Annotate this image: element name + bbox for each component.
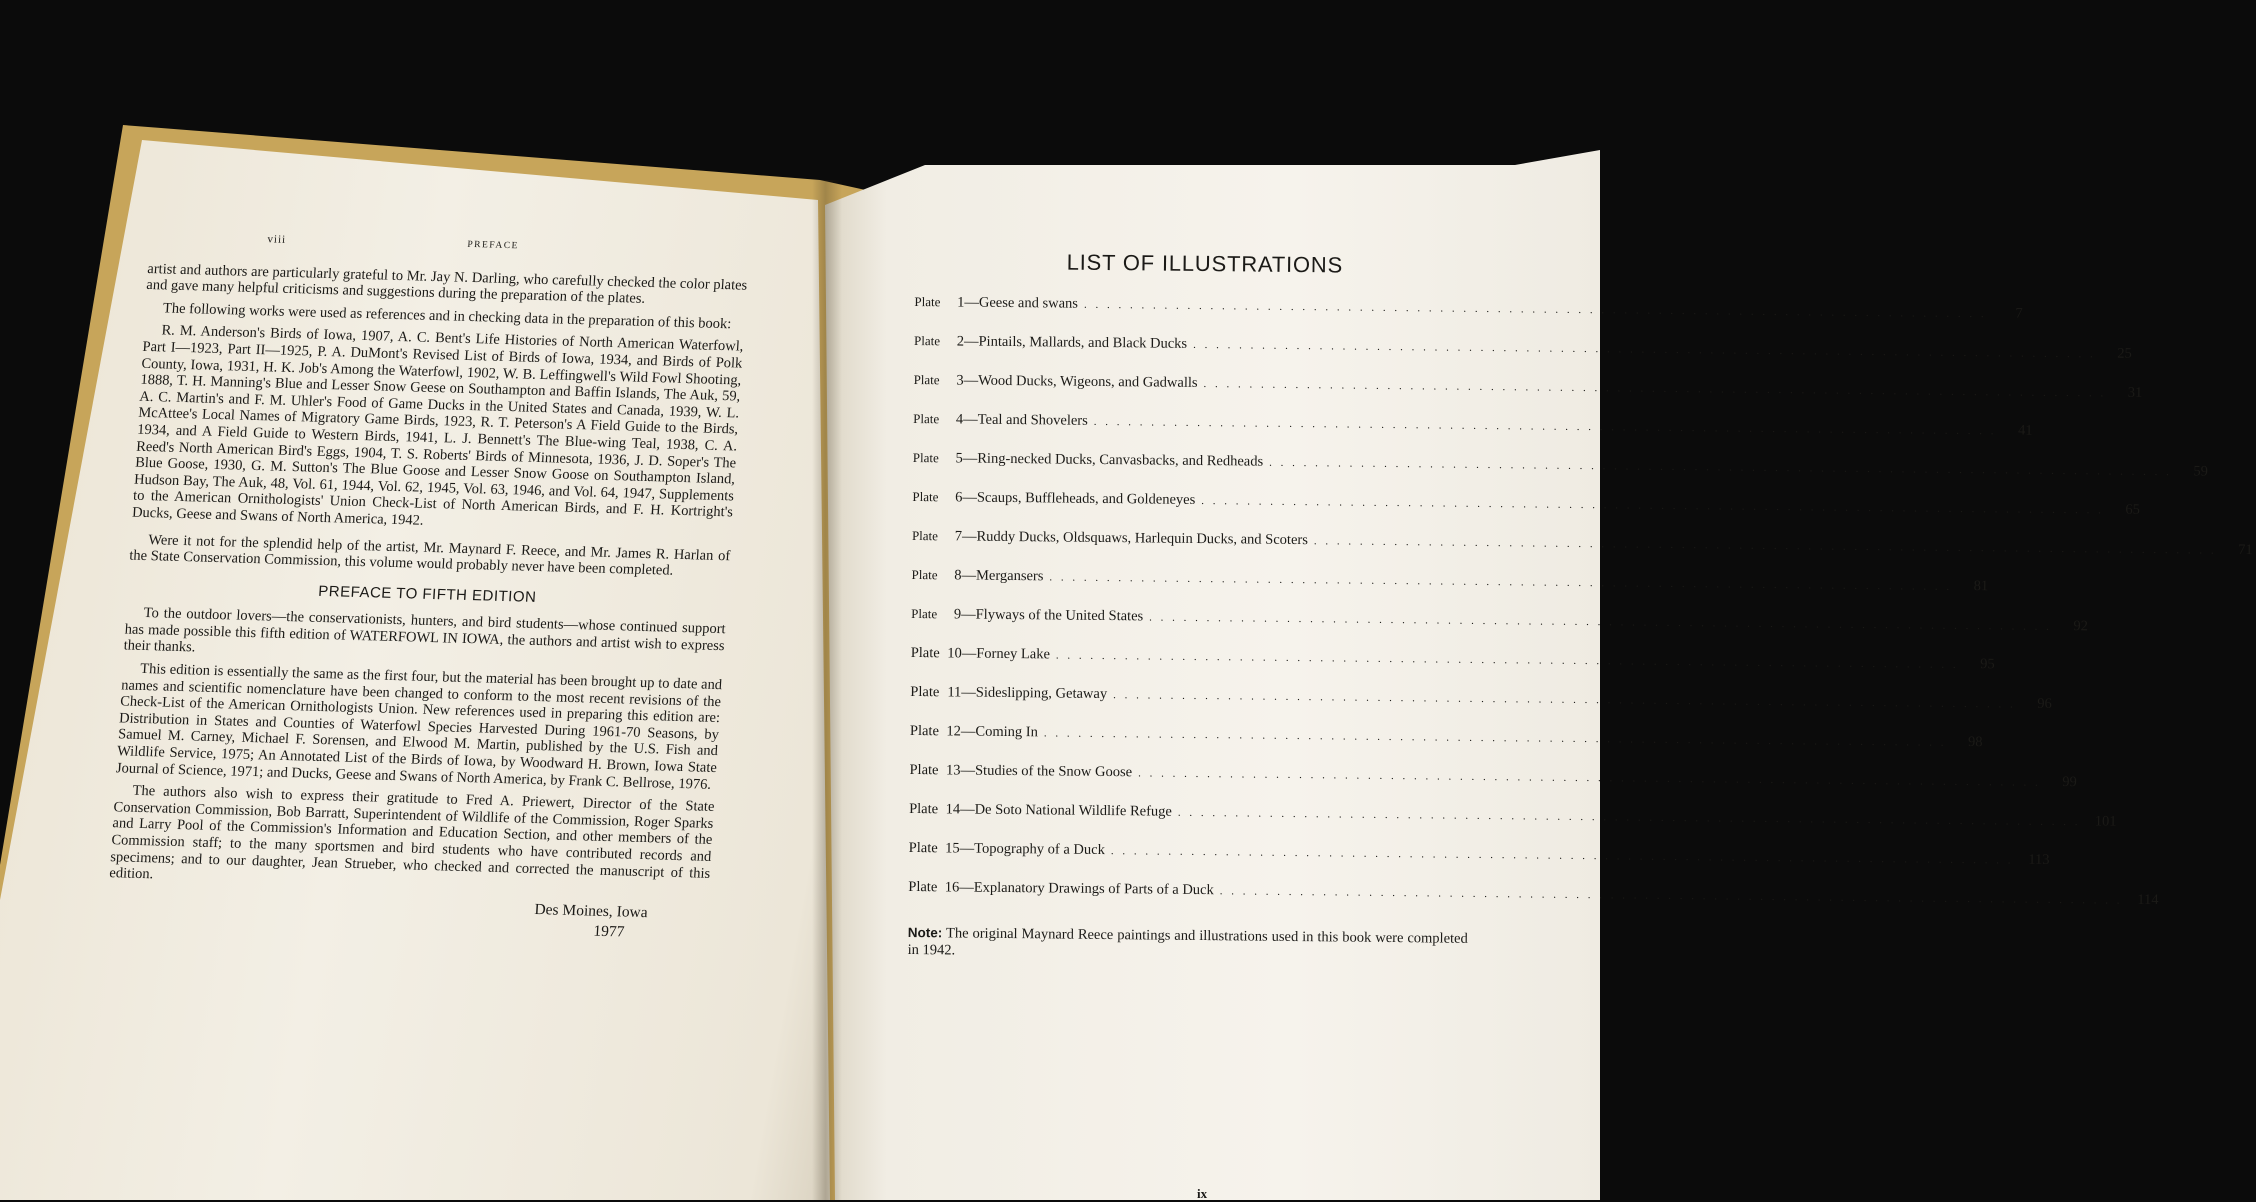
plate-title: Pintails, Mallards, and Black Ducks	[978, 333, 1188, 352]
plate-row	[914, 293, 2023, 339]
plate-label: Plate	[911, 566, 938, 583]
plate-title: Wood Ducks, Wigeons, and Gadwalls	[978, 372, 1198, 391]
plate-page-number: 7	[2015, 305, 2023, 322]
plate-title: Studies of the Snow Goose	[974, 762, 1133, 781]
plate-dash: —	[961, 684, 976, 701]
plate-row	[908, 878, 2159, 924]
plate-page-number: 92	[2073, 618, 2088, 635]
plate-page-number: 95	[1980, 656, 1995, 673]
plate-dash: —	[962, 450, 978, 467]
leader-dots: . . . . . . . . . . . . . . . . . . . . . . . . . . . . . . . . . . . . . . . . . . . . . . . . . . . . . . . . . . . . . . . . . . . . . . . . . . . . . . .	[1049, 571, 1953, 593]
leader-dots: . . . . . . . . . . . . . . . . . . . . . . . . . . . . . . . . . . . . . . . . . . . . . . . . . . . . . . . . . . . . . . . . . . . . . . . . . . . . . . .	[1110, 845, 2014, 867]
right-page-text	[907, 248, 2253, 965]
leader-dots: . . . . . . . . . . . . . . . . . . . . . . . . . . . . . . . . . . . . . . . . . . . . . . . . . . . . . . . . . . . . . . . . . . . . . . . . . . . . . . .	[1083, 298, 1987, 321]
note	[908, 924, 1468, 965]
plate-row	[911, 605, 2088, 651]
plate-number: 1	[957, 294, 965, 311]
plate-number: 8	[954, 567, 962, 584]
plate-label: Plate	[914, 293, 941, 310]
plate-label: Plate	[908, 878, 938, 896]
plate-page-number: 113	[2028, 851, 2050, 868]
plate-dash: —	[963, 411, 978, 428]
plate-dash: —	[963, 333, 979, 350]
signature-year: 1977	[592, 922, 625, 941]
plate-label: Plate	[913, 410, 940, 427]
references-paragraph: R. M. Anderson's Birds of Iowa, 1907, A. C. Bent's Life Histories of North American Waterfowl, Part I—1923, Part II—1925, P. A. DuMont's Revised List of Birds of Iowa, 1934, and Birds of Polk County, Iowa, 1931, H. K. Job's Among the Waterfowl, 1902, W. B. Leffingwell's Wild Fowl Shooting, 1888, T. H. Manning's Blue and Lesser Snow Geese on Southampton and Baffin Islands, The Auk, 59, A. C. Martin's and F. M. Uhler's Food of Game Ducks in the United States and Canada, 1939, W. L. McAttee's Local Names of Migratory Game Birds, 1923, R. T. Peterson's A Field Guide to the Birds, 1934, and A Field Guide to Western Birds, 1941, L. J. Bennett's The Blue-wing Teal, 1938, C. A. Reed's North American Bird's Eggs, 1904, T. S. Roberts' Birds of Minnesota, 1936, J. D. Soper's The Blue Goose, 1930, G. M. Sutton's The Blue Goose and Lesser Snow Goose on Southampton Island, Hudson Bay, The Auk, 48, Vol. 61, 1944, Vol. 62, 1945, Vol. 63, 1946, and Vol. 64, 1947, Supplements to the American Ornithologists' Union Check-List of North American Birds, and F. H. Kortright's Ducks, Geese and Swans of North America, 1942.	[131, 322, 744, 529]
plate-label: Plate	[909, 722, 940, 740]
plate-title: Ring-necked Ducks, Canvasbacks, and Redheads	[977, 450, 1264, 470]
plate-number: 9	[953, 606, 962, 623]
plate-dash: —	[959, 879, 974, 896]
leader-dots: . . . . . . . . . . . . . . . . . . . . . . . . . . . . . . . . . . . . . . . . . . . . . . . . . . . . . . . . . . . . . . . . . . . . . . . . . . . . . . .	[1055, 649, 1959, 671]
plate-label: Plate	[910, 683, 940, 701]
left-page-text	[106, 228, 750, 945]
plate-title: Flyways of the United States	[975, 606, 1144, 625]
right-page-number: ix	[1197, 1186, 1208, 1201]
plate-number: 15	[945, 840, 960, 857]
leader-dots: . . . . . . . . . . . . . . . . . . . . . . . . . . . . . . . . . . . . . . . . . . . . . . . . . . . . . . . . . . . . . . . . . . . . . . . . . . . . . . .	[1203, 378, 2107, 400]
plate-number: 11	[947, 684, 962, 701]
plate-title: Mergansers	[975, 567, 1044, 585]
fifth-edition-paragraph-3: The authors also wish to express their gratitude to Fred A. Priewert, Director of the State Conservation Commission, Bob Barratt, Superintendent of Wildlife of the Commission, Roger Sparks and Larry Pool of the Commission's Information and Education Section, and other members of the Commission staff; to the many sportsmen and bird students who have contributed records and specimens; and to our daughter, Jean Strueber, who checked and corrected the manuscript of this edition.	[108, 782, 715, 883]
plate-dash: —	[963, 372, 979, 389]
book-gutter	[812, 180, 842, 1200]
leader-dots: . . . . . . . . . . . . . . . . . . . . . . . . . . . . . . . . . . . . . . . . . . . . . . . . . . . . . . . . . . . . . . . . . . . . . . . . . . . . . . .	[1313, 535, 2217, 557]
note-text: The original Maynard Reece paintings and illustrations used in this book were completed in 1942.	[907, 925, 1468, 959]
plate-label: Plate	[911, 527, 939, 544]
fifth-edition-heading: PREFACE TO FIFTH EDITION	[317, 582, 537, 606]
plate-title: Topography of a Duck	[974, 840, 1105, 859]
plate-number: 13	[945, 762, 961, 779]
plate-page-number: 65	[2125, 501, 2141, 518]
plate-dash: —	[962, 489, 977, 506]
plate-dash: —	[960, 762, 976, 779]
plate-row	[913, 332, 2132, 378]
fifth-edition-paragraph-1: To the outdoor lovers—the conservationists, hunters, and bird students—whose continued support has made possible this fifth edition of WATERFOWL IN IOWA, the authors and artist wish to express their thanks.	[123, 605, 727, 656]
preface-paragraph-3: Were it not for the splendid help of the artist, Mr. Maynard F. Reece, and Mr. James R. Harlan of the State Conservation Commission, this volume would probably never have been completed.	[128, 531, 731, 579]
plate-page-number: 96	[2037, 695, 2052, 712]
plate-dash: —	[961, 567, 977, 584]
plate-number: 6	[955, 489, 963, 506]
plate-title: Explanatory Drawings of Parts of a Duck	[973, 879, 1214, 899]
note-label: Note:	[907, 924, 943, 941]
leader-dots: . . . . . . . . . . . . . . . . . . . . . . . . . . . . . . . . . . . . . . . . . . . . . . . . . . . . . . . . . . . . . . . . . . . . . . . . . . . . . . .	[1138, 767, 2041, 789]
leader-dots: . . . . . . . . . . . . . . . . . . . . . . . . . . . . . . . . . . . . . . . . . . . . . . . . . . . . . . . . . . . . . . . . . . . . . . . . . . . . . . .	[1193, 338, 2096, 361]
plate-page-number: 31	[2127, 384, 2143, 401]
plate-page-number: 71	[2238, 541, 2253, 559]
plate-title: Sideslipping, Getaway	[975, 684, 1108, 703]
leader-dots: . . . . . . . . . . . . . . . . . . . . . . . . . . . . . . . . . . . . . . . . . . . . . . . . . . . . . . . . . . . . . . . . . . . . . . . . . . . . . . .	[1201, 495, 2105, 517]
plate-number: 12	[946, 723, 962, 740]
plate-page-number: 25	[2117, 345, 2132, 362]
plate-row	[913, 371, 2143, 417]
plate-row	[911, 566, 1989, 612]
plate-dash: —	[959, 840, 975, 857]
plate-row	[909, 722, 1983, 768]
plate-row	[909, 761, 2077, 807]
plate-page-number: 81	[1973, 578, 1989, 595]
plate-page-number: 99	[2062, 774, 2077, 791]
leader-dots: . . . . . . . . . . . . . . . . . . . . . . . . . . . . . . . . . . . . . . . . . . . . . . . . . . . . . . . . . . . . . . . . . . . . . . . . . . . . . . .	[1093, 415, 1997, 438]
preface-paragraph-2: The following works were used as references and in checking data in the preparation of this book:	[162, 300, 732, 333]
plate-label: Plate	[910, 644, 940, 662]
plate-row	[913, 410, 2033, 456]
plate-title: Coming In	[975, 723, 1038, 741]
plate-dash: —	[960, 723, 976, 740]
plate-page-number: 98	[1967, 734, 1983, 751]
leader-dots: . . . . . . . . . . . . . . . . . . . . . . . . . . . . . . . . . . . . . . . . . . . . . . . . . . . . . . . . . . . . . . . . . . . . . . . . . . . . . . .	[1043, 727, 1947, 749]
plate-label: Plate	[912, 488, 939, 505]
leader-dots: . . . . . . . . . . . . . . . . . . . . . . . . . . . . . . . . . . . . . . . . . . . . . . . . . . . . . . . . . . . . . . . . . . . . . . . . . . . . . . .	[1269, 456, 2172, 479]
plate-label: Plate	[909, 800, 939, 818]
plate-title: Forney Lake	[976, 645, 1051, 663]
plate-row	[910, 683, 2052, 729]
plate-label: Plate	[913, 371, 940, 388]
plate-dash: —	[961, 528, 977, 545]
plate-number: 7	[954, 528, 963, 545]
signature-place: Des Moines, Iowa	[533, 900, 649, 921]
plate-label: Plate	[911, 605, 938, 622]
plate-label: Plate	[909, 761, 939, 779]
plate-number: 2	[956, 333, 965, 350]
plate-page-number: 41	[2017, 422, 2033, 439]
plate-list	[908, 293, 2253, 924]
plate-title: Geese and swans	[978, 294, 1079, 312]
leader-dots: . . . . . . . . . . . . . . . . . . . . . . . . . . . . . . . . . . . . . . . . . . . . . . . . . . . . . . . . . . . . . . . . . . . . . . . . . . . . . . .	[1177, 806, 2081, 829]
plate-page-number: 101	[2094, 813, 2117, 830]
plate-dash: —	[960, 801, 975, 818]
plate-row	[912, 488, 2141, 534]
plate-row	[909, 800, 2117, 846]
plate-number: 5	[955, 450, 963, 467]
preface-paragraph-1: artist and authors are particularly grateful to Mr. Jay N. Darling, who carefully checked the color plates and gave many helpful criticisms and suggestions during the preparation of the plates.	[145, 260, 748, 308]
plate-number: 16	[944, 879, 960, 896]
plate-row	[911, 527, 2253, 573]
list-of-illustrations-title: LIST OF ILLUSTRATIONS	[1066, 249, 1344, 278]
leader-dots: . . . . . . . . . . . . . . . . . . . . . . . . . . . . . . . . . . . . . . . . . . . . . . . . . . . . . . . . . . . . . . . . . . . . . . . . . . . . . . .	[1113, 689, 2016, 711]
fifth-edition-paragraph-2: This edition is essentially the same as the first four, but the material has been brought up to date and names and scientific nomenclature have been changed to conform to the most recent revisions of the Check-List of the American Ornithologists Union. New references used in preparing this edition are: Distribution in States and Counties of Waterfowl Species Harvested During 1961-70 Seasons, by Samuel M. Carney, Michael F. Sorensen, and Elwood M. Martin, published by the U.S. Fish and Wildlife Service, 1975; An Annotated List of the Birds of Iowa, by Woodward H. Brown, Iowa State Journal of Science, 1971; and Ducks, Geese and Swans of North America, by Frank C. Bellrose, 1976.	[115, 660, 723, 793]
plate-number: 3	[956, 372, 964, 389]
plate-number: 4	[955, 411, 964, 428]
plate-label: Plate	[908, 839, 938, 857]
plate-label: Plate	[912, 449, 939, 466]
plate-title: Ruddy Ducks, Oldsquaws, Harlequin Ducks, and Scoters	[976, 528, 1308, 549]
plate-row	[910, 644, 1995, 690]
left-page-number: viii	[267, 233, 287, 246]
plate-label: Plate	[913, 332, 941, 349]
leader-dots: . . . . . . . . . . . . . . . . . . . . . . . . . . . . . . . . . . . . . . . . . . . . . . . . . . . . . . . . . . . . . . . . . . . . . . . . . . . . . . .	[1149, 611, 2052, 633]
plate-title: Teal and Shovelers	[977, 411, 1088, 429]
plate-dash: —	[964, 294, 980, 311]
plate-title: Scaups, Buffleheads, and Goldeneyes	[976, 489, 1196, 508]
plate-dash: —	[961, 606, 976, 623]
plate-title: De Soto National Wildlife Refuge	[974, 801, 1172, 820]
plate-dash: —	[961, 645, 977, 662]
plate-number: 14	[945, 801, 961, 818]
plate-page-number: 59	[2193, 463, 2208, 480]
plate-page-number: 114	[2137, 891, 2159, 909]
plate-row	[912, 449, 2208, 495]
leader-dots: . . . . . . . . . . . . . . . . . . . . . . . . . . . . . . . . . . . . . . . . . . . . . . . . . . . . . . . . . . . . . . . . . . . . . . . . . . . . . . .	[1219, 885, 2123, 907]
running-head-title: PREFACE	[467, 239, 520, 252]
plate-row	[908, 839, 2050, 885]
plate-number: 10	[947, 645, 962, 662]
